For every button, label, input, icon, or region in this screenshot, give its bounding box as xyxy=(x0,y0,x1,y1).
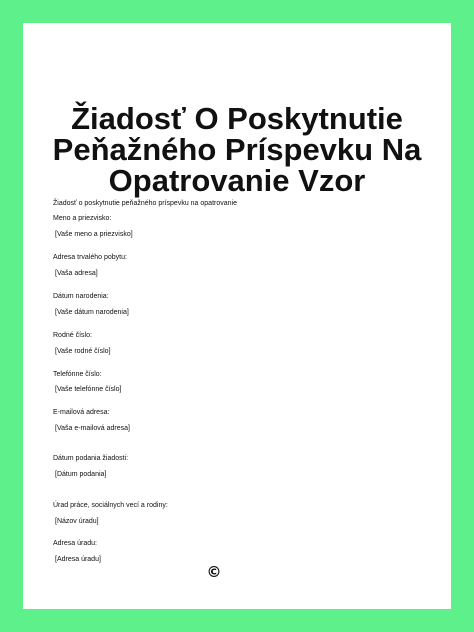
field-label-email: E-mailová adresa: xyxy=(53,409,110,416)
page-title-line-1: Žiadosť O Poskytnutie xyxy=(71,101,403,136)
field-label-office: Úrad práce, sociálnych vecí a rodiny: xyxy=(53,502,168,509)
page-title xyxy=(23,103,451,196)
field-label-address: Adresa trvalého pobytu: xyxy=(53,254,127,261)
copyright-icon: © xyxy=(206,563,222,581)
field-label-name: Meno a priezvisko: xyxy=(53,215,112,222)
field-value-address: [Vaša adresa] xyxy=(55,270,98,277)
field-label-submission-date: Dátum podania žiadosti: xyxy=(53,455,129,462)
field-label-birth-number: Rodné číslo: xyxy=(53,332,92,339)
document-heading: Žiadosť o poskytnutie peňažného príspevku na opatrovanie xyxy=(53,200,237,207)
field-value-email: [Vaša e-mailová adresa] xyxy=(55,425,130,432)
field-value-name: [Vaše meno a priezvisko] xyxy=(55,231,133,238)
field-value-phone: [Vaše telefónne číslo] xyxy=(55,386,122,393)
field-label-phone: Telefónne číslo: xyxy=(53,371,102,378)
field-value-birth-number: [Vaše rodné číslo] xyxy=(55,348,111,355)
field-label-office-address: Adresa úradu: xyxy=(53,540,97,547)
page-title-line-3: Opatrovanie Vzor xyxy=(108,163,366,198)
field-value-office: [Názov úradu] xyxy=(55,518,99,525)
field-value-submission-date: [Dátum podania] xyxy=(55,471,107,478)
page-title-line-2: Peňažného Príspevku Na xyxy=(52,132,422,167)
field-label-birth-date: Dátum narodenia: xyxy=(53,293,109,300)
field-value-office-address: [Adresa úradu] xyxy=(55,556,101,563)
field-value-birth-date: [Vaše dátum narodenia] xyxy=(55,309,129,316)
